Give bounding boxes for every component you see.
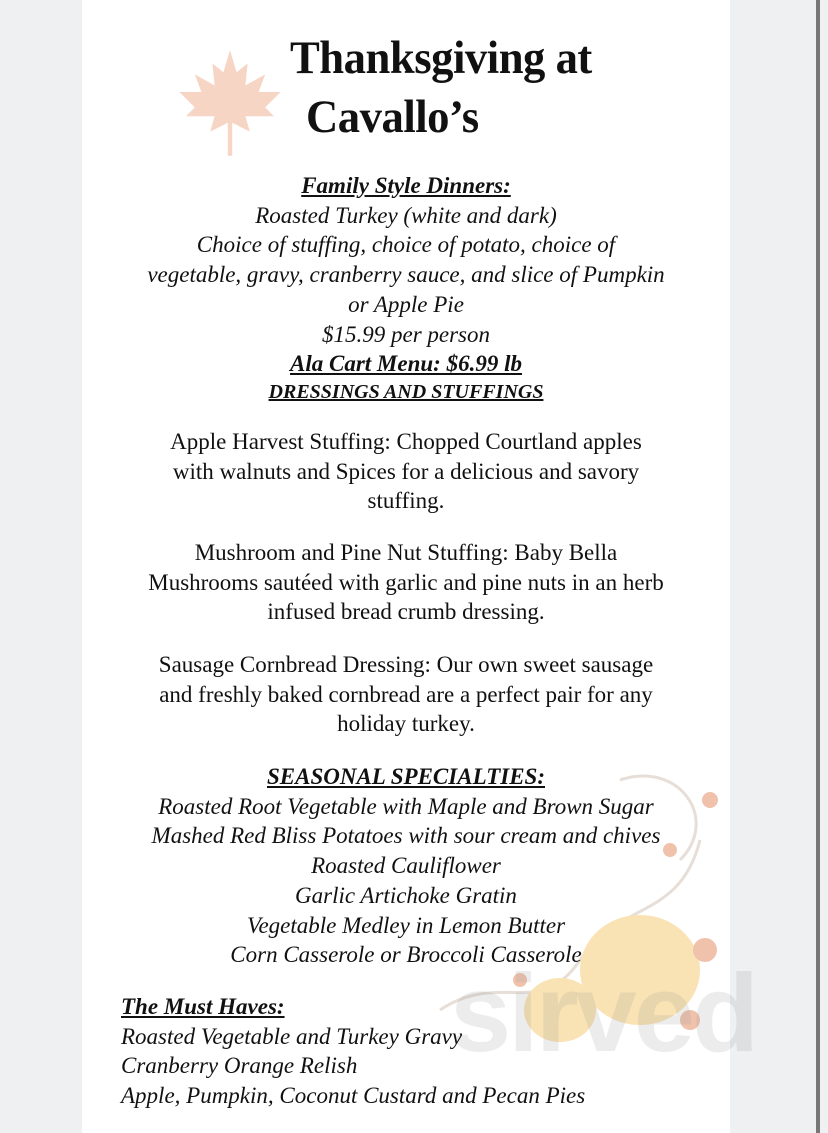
family-price: $15.99 per person (321, 321, 491, 347)
seasonal-item: Mashed Red Bliss Potatoes with sour cream and chives (151, 823, 661, 849)
dressing-line: Sausage Cornbread Dressing: Our own sweet sausage (158, 652, 654, 677)
title-line-1: Thanksgiving at (290, 32, 592, 84)
dressing-line: Apple Harvest Stuffing: Chopped Courtland apples (170, 429, 642, 454)
dressing-line: stuffing. (367, 488, 445, 514)
family-line: or Apple Pie (348, 291, 464, 317)
family-line: Roasted Turkey (white and dark) (255, 202, 557, 228)
title-line-2: Cavallo’s (306, 91, 479, 143)
must-haves-heading: The Must Haves: (121, 994, 285, 1019)
seasonal-heading: SEASONAL SPECIALTIES: (266, 764, 545, 789)
family-heading: Family Style Dinners: (301, 173, 511, 198)
seasonal-item: Vegetable Medley in Lemon Butter (246, 912, 566, 938)
dressing-line: infused bread crumb dressing. (267, 599, 545, 625)
must-have-item: Apple, Pumpkin, Coconut Custard and Pecan Pies (121, 1083, 586, 1109)
seasonal-item: Roasted Cauliflower (311, 853, 501, 879)
must-have-item: Cranberry Orange Relish (121, 1053, 358, 1079)
ala-cart-heading: Ala Cart Menu: $6.99 lb (290, 351, 522, 377)
family-line: Choice of stuffing, choice of potato, choice of (196, 232, 616, 258)
must-haves-section (121, 992, 585, 1111)
family-style-section (82, 171, 730, 405)
dressings-heading: DRESSINGS AND STUFFINGS (268, 380, 544, 403)
seasonal-section (82, 762, 730, 970)
scrollbar-edge (816, 0, 820, 1133)
seasonal-item: Roasted Root Vegetable with Maple and Brown Sugar (158, 793, 654, 819)
dressing-line: and freshly baked cornbread are a perfect pair for any (159, 681, 653, 707)
dressing-item (82, 650, 730, 739)
family-line: vegetable, gravy, cranberry sauce, and slice of Pumpkin (147, 262, 665, 288)
seasonal-item: Corn Casserole or Broccoli Casserole (230, 942, 582, 968)
dressing-line: with walnuts and Spices for a delicious and savory (172, 458, 640, 484)
dressing-item (82, 427, 730, 516)
maple-leaf-icon (172, 48, 288, 158)
seasonal-item: Garlic Artichoke Gratin (295, 882, 517, 908)
watermark: sirved (450, 952, 757, 1075)
dressing-item (82, 538, 730, 627)
must-have-item: Roasted Vegetable and Turkey Gravy (121, 1023, 463, 1049)
dressing-line: holiday turkey. (337, 711, 475, 737)
dressing-line: Mushrooms sautéed with garlic and pine nuts in an herb (148, 569, 664, 595)
dressing-line: Mushroom and Pine Nut Stuffing: Baby Bella (194, 540, 618, 565)
